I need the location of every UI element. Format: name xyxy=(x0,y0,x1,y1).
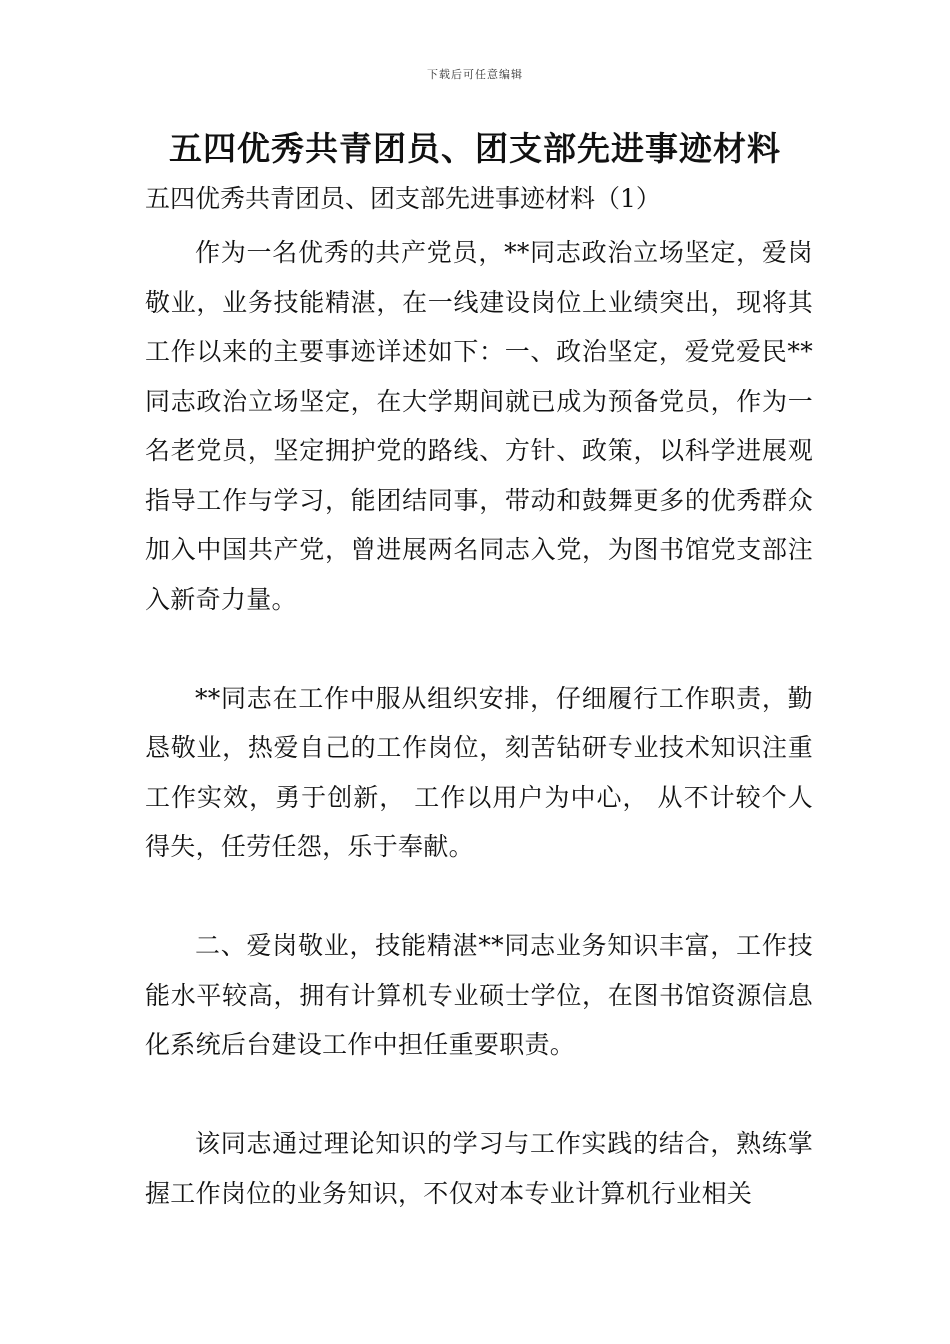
paragraph-skills: 二、爱岗敬业，技能精湛**同志业务知识丰富，工作技能水平较高，拥有计算机专业硕士学位，在图书馆资源信息化系统后台建设工作中担任重要职责。 xyxy=(145,931,813,1059)
paragraph-political: 作为一名优秀的共产党员，**同志政治立场坚定，爱岗敬业，业务技能精湛，在一线建设岗位上业绩突出，现将其工作以来的主要事迹详述如下：一、政治坚定，爱党爱民**同志政治立场坚定，在大学期间就已成为预备党员，作为一名老党员，坚定拥护党的路线、方针、政策，以科学进展观指导工作与学习，能团结同事，带动和鼓舞更多的优秀群众加入中国共产党，曾进展两名同志入党，为图书馆党支部注入新奇力量。 xyxy=(145,238,813,614)
document-subtitle: 五四优秀共青团员、团支部先进事迹材料（1） xyxy=(145,184,661,213)
document-body xyxy=(145,228,813,1218)
paragraph-work-attitude: **同志在工作中服从组织安排，仔细履行工作职责，勤恳敬业，热爱自己的工作岗位，刻苦钻研专业技术知识注重工作实效，勇于创新， 工作以用户为中心， 从不计较个人得失，任劳任怨，乐于奉献。 xyxy=(145,683,813,861)
paragraph-learning: 该同志通过理论知识的学习与工作实践的结合，熟练掌握工作岗位的业务知识，不仅对本专业计算机行业相关 xyxy=(145,1129,813,1208)
page-header-note: 下载后可任意编辑 xyxy=(427,68,523,81)
document-title: 五四优秀共青团员、团支部先进事迹材料 xyxy=(169,129,781,168)
